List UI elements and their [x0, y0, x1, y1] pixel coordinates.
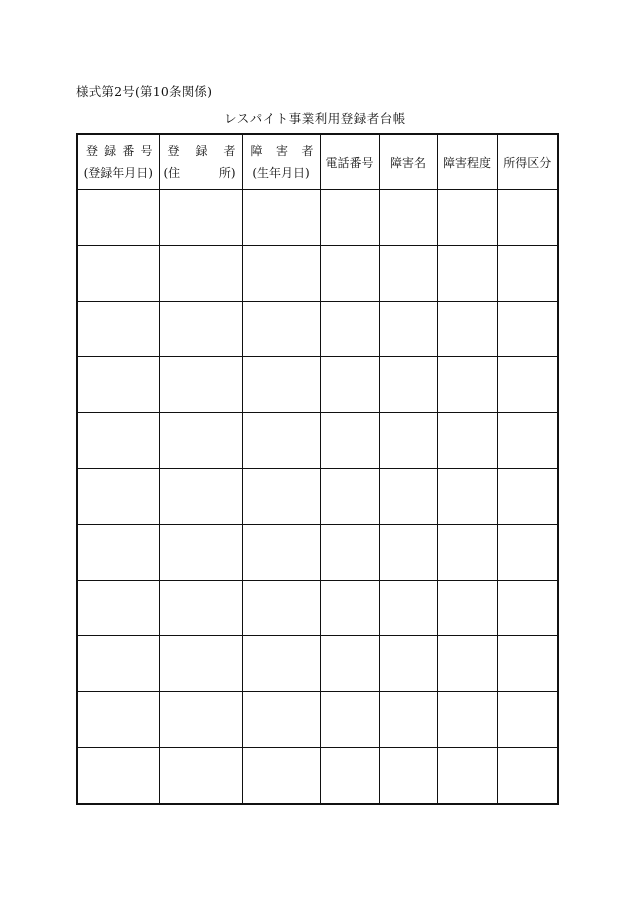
table-row	[77, 636, 558, 692]
table-row	[77, 357, 558, 413]
table-cell[interactable]	[379, 747, 437, 803]
table-cell[interactable]	[320, 636, 379, 692]
header-registrant-line1: 登 録 者	[167, 144, 236, 158]
table-cell[interactable]	[497, 580, 558, 636]
table-cell[interactable]	[437, 413, 497, 469]
table-cell[interactable]	[159, 301, 242, 357]
table-cell[interactable]	[379, 636, 437, 692]
table-cell[interactable]	[437, 357, 497, 413]
table-cell[interactable]	[77, 636, 159, 692]
table-cell[interactable]	[242, 245, 320, 301]
table-cell[interactable]	[242, 190, 320, 246]
table-cell[interactable]	[437, 692, 497, 748]
table-cell[interactable]	[497, 245, 558, 301]
table-cell[interactable]	[497, 524, 558, 580]
header-phone-number: 電話番号	[320, 134, 379, 190]
table-cell[interactable]	[320, 413, 379, 469]
table-cell[interactable]	[242, 692, 320, 748]
header-disabled-person	[242, 134, 320, 190]
table-cell[interactable]	[242, 524, 320, 580]
table-cell[interactable]	[77, 190, 159, 246]
table-cell[interactable]	[437, 301, 497, 357]
table-cell[interactable]	[159, 580, 242, 636]
table-cell[interactable]	[77, 357, 159, 413]
table-cell[interactable]	[379, 580, 437, 636]
table-cell[interactable]	[379, 301, 437, 357]
header-birth-date: (生年月日)	[252, 166, 310, 180]
table-cell[interactable]	[437, 468, 497, 524]
table-cell[interactable]	[77, 580, 159, 636]
header-registration-number	[77, 134, 159, 190]
table-cell[interactable]	[437, 190, 497, 246]
table-cell[interactable]	[77, 468, 159, 524]
table-row	[77, 524, 558, 580]
table-cell[interactable]	[497, 190, 558, 246]
table-cell[interactable]	[379, 190, 437, 246]
table-cell[interactable]	[379, 357, 437, 413]
table-cell[interactable]	[320, 580, 379, 636]
header-disabled-person-line1: 障 害 者	[250, 144, 314, 158]
table-cell[interactable]	[320, 747, 379, 803]
table-cell[interactable]	[159, 245, 242, 301]
table-cell[interactable]	[379, 524, 437, 580]
table-cell[interactable]	[437, 580, 497, 636]
table-cell[interactable]	[320, 245, 379, 301]
table-cell[interactable]	[242, 357, 320, 413]
header-registrant-address: (住 所)	[163, 166, 236, 180]
table-cell[interactable]	[159, 190, 242, 246]
table-cell[interactable]	[497, 301, 558, 357]
header-row	[77, 134, 558, 190]
table-cell[interactable]	[320, 301, 379, 357]
table-cell[interactable]	[77, 245, 159, 301]
table-row	[77, 468, 558, 524]
table-cell[interactable]	[159, 636, 242, 692]
table-row	[77, 190, 558, 246]
table-cell[interactable]	[379, 413, 437, 469]
table-cell[interactable]	[242, 580, 320, 636]
table-cell[interactable]	[497, 357, 558, 413]
table-cell[interactable]	[77, 301, 159, 357]
ledger-body	[77, 190, 558, 804]
table-cell[interactable]	[159, 357, 242, 413]
header-registration-date: (登録年月日)	[83, 166, 153, 180]
table-cell[interactable]	[320, 468, 379, 524]
table-cell[interactable]	[497, 636, 558, 692]
table-cell[interactable]	[497, 468, 558, 524]
table-cell[interactable]	[242, 413, 320, 469]
table-cell[interactable]	[77, 692, 159, 748]
table-cell[interactable]	[320, 357, 379, 413]
table-row	[77, 301, 558, 357]
table-cell[interactable]	[437, 245, 497, 301]
table-cell[interactable]	[320, 524, 379, 580]
header-registration-number-line1: 登 録 番 号	[86, 144, 153, 158]
table-cell[interactable]	[379, 468, 437, 524]
table-cell[interactable]	[320, 692, 379, 748]
table-cell[interactable]	[159, 413, 242, 469]
table-cell[interactable]	[379, 245, 437, 301]
table-cell[interactable]	[159, 468, 242, 524]
table-cell[interactable]	[242, 301, 320, 357]
table-cell[interactable]	[159, 747, 242, 803]
table-cell[interactable]	[77, 747, 159, 803]
registrant-ledger-table	[76, 133, 559, 805]
table-cell[interactable]	[159, 692, 242, 748]
header-disability-name: 障害名	[379, 134, 437, 190]
document-title: レスパイト事業利用登録者台帳	[224, 111, 406, 126]
table-cell[interactable]	[497, 413, 558, 469]
table-cell[interactable]	[320, 190, 379, 246]
table-cell[interactable]	[242, 468, 320, 524]
table-row	[77, 692, 558, 748]
header-income-category: 所得区分	[497, 134, 558, 190]
table-cell[interactable]	[497, 692, 558, 748]
table-cell[interactable]	[77, 524, 159, 580]
header-registrant	[159, 134, 242, 190]
table-cell[interactable]	[159, 524, 242, 580]
table-cell[interactable]	[437, 747, 497, 803]
table-row	[77, 413, 558, 469]
table-cell[interactable]	[437, 636, 497, 692]
table-cell[interactable]	[242, 636, 320, 692]
table-cell[interactable]	[77, 413, 159, 469]
table-cell[interactable]	[437, 524, 497, 580]
table-cell[interactable]	[242, 747, 320, 803]
table-cell[interactable]	[379, 692, 437, 748]
table-row	[77, 580, 558, 636]
table-row	[77, 747, 558, 803]
form-number-label: 様式第2号(第10条関係)	[76, 84, 213, 99]
table-row	[77, 245, 558, 301]
header-disability-degree: 障害程度	[437, 134, 497, 190]
table-cell[interactable]	[497, 747, 558, 803]
